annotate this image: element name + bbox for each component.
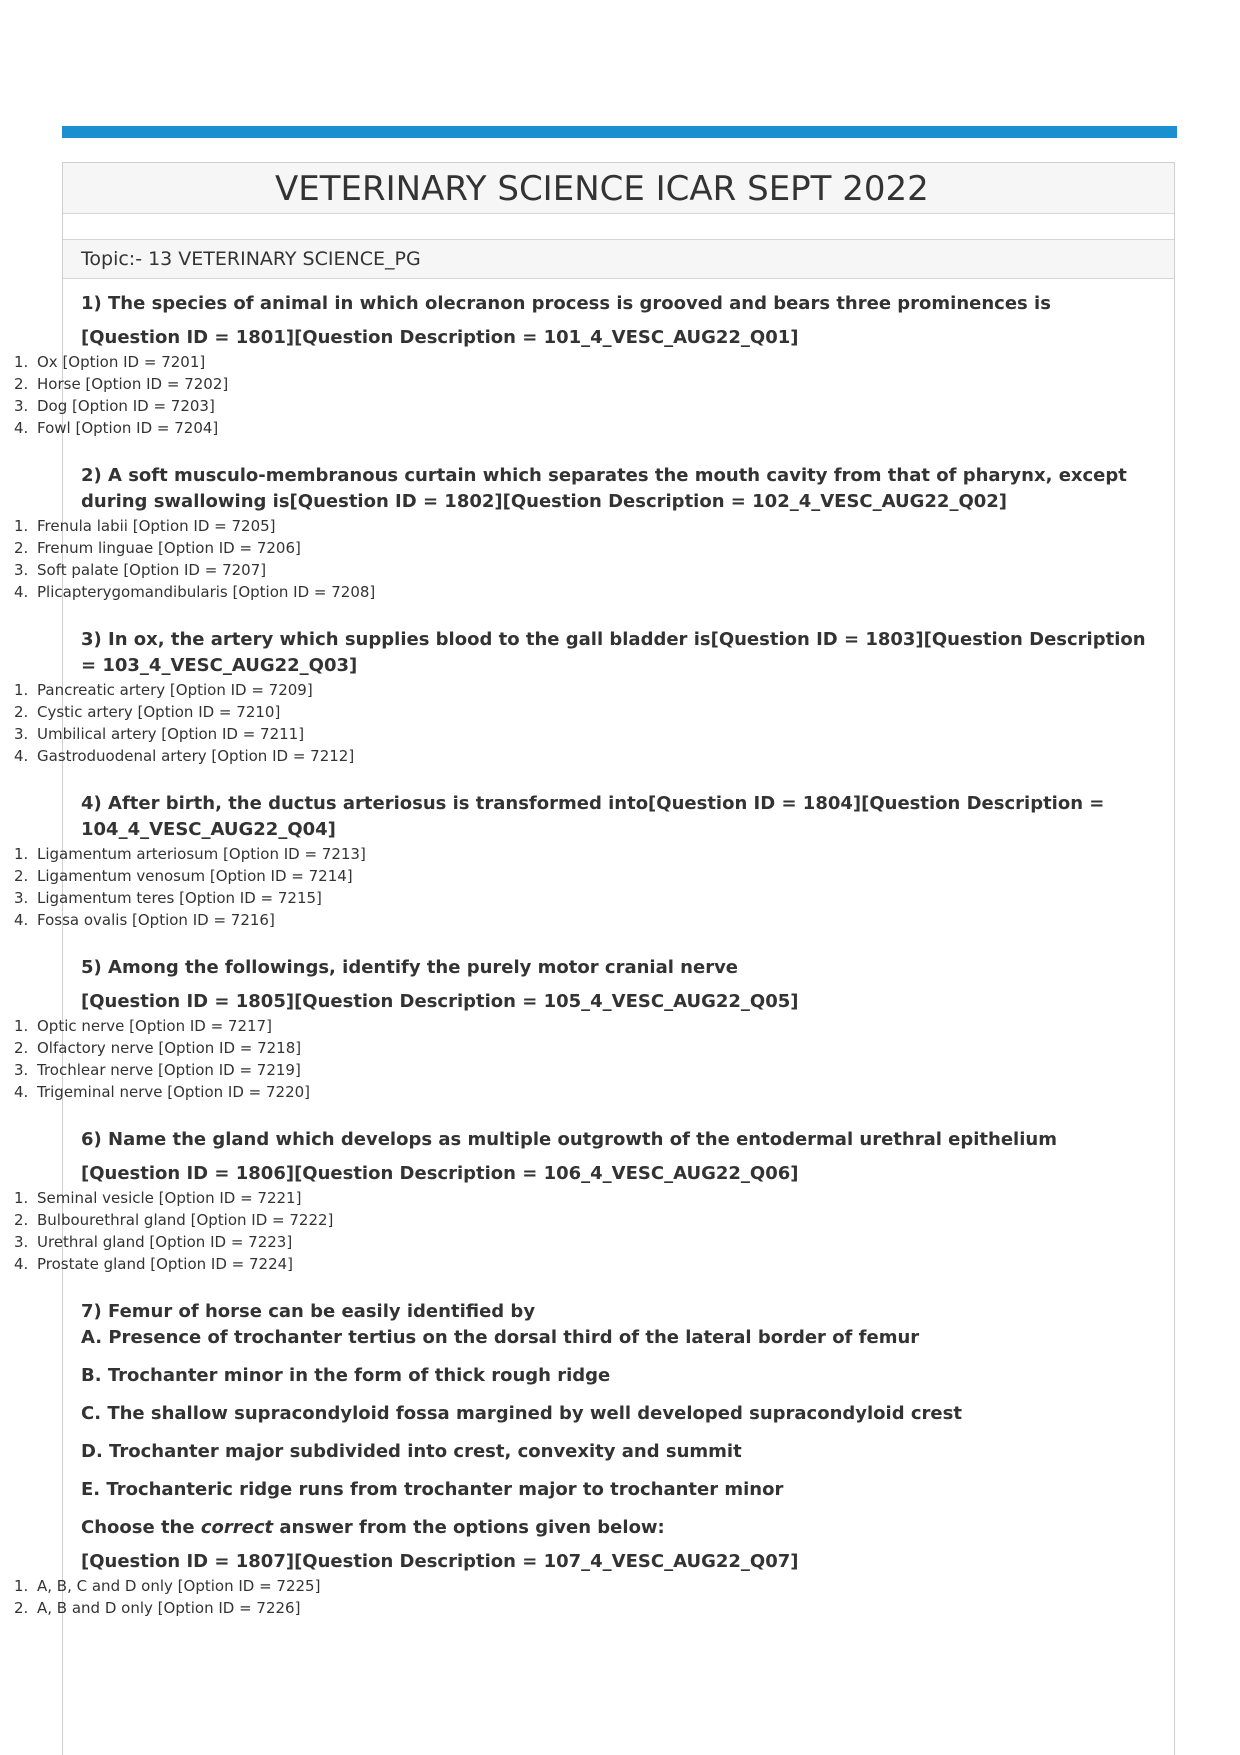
question-6	[14, 1127, 1174, 1275]
question-meta: [Question ID = 1805][Question Description = 105_4_VESC_AUG22_Q05]	[81, 991, 799, 1012]
option-item[interactable]: 4. Prostate gland [Option ID = 7224]	[14, 1255, 294, 1273]
option-item[interactable]: 4. Trigeminal nerve [Option ID = 7220]	[14, 1083, 311, 1101]
option-item[interactable]: 1. Optic nerve [Option ID = 7217]	[14, 1017, 272, 1035]
question-3	[14, 627, 1174, 767]
option-item[interactable]: 2. Ligamentum venosum [Option ID = 7214]	[14, 867, 353, 885]
statement-a: A. Presence of trochanter tertius on the dorsal third of the lateral border of femur	[81, 1327, 920, 1348]
option-list	[14, 679, 1174, 767]
option-item[interactable]: 4. Gastroduodenal artery [Option ID = 7212]	[14, 747, 355, 765]
question-meta: [Question ID = 1806][Question Description = 106_4_VESC_AUG22_Q06]	[81, 1163, 799, 1184]
question-2	[14, 463, 1174, 603]
question-text: 5) Among the followings, identify the purely motor cranial nerve	[81, 957, 739, 978]
question-4	[14, 791, 1174, 931]
question-text: 6) Name the gland which develops as multiple outgrowth of the entodermal urethral epithelium	[81, 1129, 1057, 1150]
option-item[interactable]: 1. Ligamentum arteriosum [Option ID = 7213]	[14, 845, 366, 863]
topic-label: Topic:- 13 VETERINARY SCIENCE_PG	[81, 248, 421, 270]
option-list	[14, 1015, 1174, 1103]
question-list	[14, 291, 1174, 1643]
statement-b: B. Trochanter minor in the form of thick rough ridge	[81, 1365, 611, 1386]
option-item[interactable]: 2. Frenum linguae [Option ID = 7206]	[14, 539, 301, 557]
question-meta: [Question ID = 1801][Question Description = 101_4_VESC_AUG22_Q01]	[81, 327, 799, 348]
option-item[interactable]: 2. Bulbourethral gland [Option ID = 7222]	[14, 1211, 334, 1229]
question-text: 4) After birth, the ductus arteriosus is transformed into[Question ID = 1804][Question Description = 104_4_VESC_AUG22_Q04]	[81, 793, 1105, 840]
option-item[interactable]: 1. Pancreatic artery [Option ID = 7209]	[14, 681, 313, 699]
option-item[interactable]: 1. Seminal vesicle [Option ID = 7221]	[14, 1189, 302, 1207]
question-text: 1) The species of animal in which olecranon process is grooved and bears three prominences is	[81, 293, 1051, 314]
option-item[interactable]: 4. Fowl [Option ID = 7204]	[14, 419, 219, 437]
option-list	[14, 351, 1174, 439]
statement-d: D. Trochanter major subdivided into crest, convexity and summit	[81, 1441, 742, 1462]
question-1	[14, 291, 1174, 439]
question-text: 3) In ox, the artery which supplies blood to the gall bladder is[Question ID = 1803][Question Description = 103_4_VESC_AUG22_Q03]	[81, 629, 1146, 676]
option-item[interactable]: 3. Trochlear nerve [Option ID = 7219]	[14, 1061, 301, 1079]
option-list	[14, 1575, 1174, 1619]
page-title: VETERINARY SCIENCE ICAR SEPT 2022	[275, 169, 929, 209]
option-item[interactable]: 3. Dog [Option ID = 7203]	[14, 397, 215, 415]
option-item[interactable]: 1. Frenula labii [Option ID = 7205]	[14, 517, 276, 535]
option-item[interactable]: 1. Ox [Option ID = 7201]	[14, 353, 206, 371]
option-list	[14, 1187, 1174, 1275]
option-item[interactable]: 3. Urethral gland [Option ID = 7223]	[14, 1233, 293, 1251]
option-list	[14, 843, 1174, 931]
spacer-row	[63, 214, 1174, 240]
option-item[interactable]: 2. A, B and D only [Option ID = 7226]	[14, 1599, 301, 1617]
option-item[interactable]: 3. Soft palate [Option ID = 7207]	[14, 561, 267, 579]
option-item[interactable]: 1. A, B, C and D only [Option ID = 7225]	[14, 1577, 321, 1595]
topic-box	[63, 240, 1174, 279]
title-box	[63, 163, 1174, 214]
option-item[interactable]: 2. Horse [Option ID = 7202]	[14, 375, 229, 393]
question-text: 2) A soft musculo-membranous curtain which separates the mouth cavity from that of pharynx, except during swallowing is[Question ID = 1802][Question Description = 102_4_VESC_AUG22_Q02]	[81, 465, 1127, 512]
question-7	[14, 1299, 1174, 1619]
question-5	[14, 955, 1174, 1103]
option-list	[14, 515, 1174, 603]
option-item[interactable]: 2. Olfactory nerve [Option ID = 7218]	[14, 1039, 302, 1057]
question-paper-panel	[14, 162, 1175, 1755]
question-text: 7) Femur of horse can be easily identified by	[81, 1301, 536, 1322]
option-item[interactable]: 3. Ligamentum teres [Option ID = 7215]	[14, 889, 322, 907]
choose-instruction: Choose the correct answer from the options given below:	[81, 1517, 665, 1538]
option-item[interactable]: 2. Cystic artery [Option ID = 7210]	[14, 703, 281, 721]
statement-c: C. The shallow supracondyloid fossa margined by well developed supracondyloid crest	[81, 1403, 962, 1424]
top-accent-bar	[62, 126, 1177, 138]
question-meta: [Question ID = 1807][Question Description = 107_4_VESC_AUG22_Q07]	[81, 1551, 799, 1572]
option-item[interactable]: 4. Fossa ovalis [Option ID = 7216]	[14, 911, 275, 929]
statement-e: E. Trochanteric ridge runs from trochanter major to trochanter minor	[81, 1479, 784, 1500]
option-item[interactable]: 4. Plicapterygomandibularis [Option ID = 7208]	[14, 583, 376, 601]
option-item[interactable]: 3. Umbilical artery [Option ID = 7211]	[14, 725, 305, 743]
